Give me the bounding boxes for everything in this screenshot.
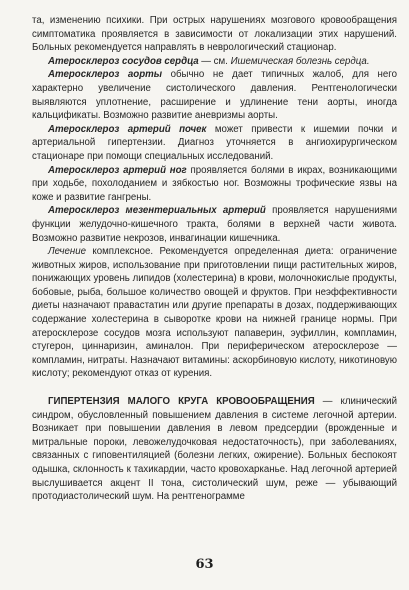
term-leg-arteries: Атеросклероз артерий ног bbox=[48, 164, 187, 176]
see-dash: — см. bbox=[198, 55, 231, 67]
term-aorta: Атеросклероз аорты bbox=[48, 69, 162, 81]
paragraph-renal-arteries bbox=[32, 123, 397, 164]
aorta-text: обычно не дает типичных жалоб, для него характерно увеличение систолического давления. Рентгенологически выявляются уплотнение, расширение и удлинение тени аорты, иногда кальцификаты. Возможно развитие аневризмы аорты. bbox=[32, 69, 397, 122]
page-text bbox=[32, 14, 397, 504]
section-heading: ГИПЕРТЕНЗИЯ МАЛОГО КРУГА КРОВООБРАЩЕНИЯ bbox=[48, 396, 315, 408]
mesenteric-arteries-text: проявляется нарушениями функции желудочно-кишечного тракта, болями в верхней части живота. Возможно развитие некрозов, инвагинации кишечника. bbox=[32, 205, 397, 244]
paragraph-treatment bbox=[32, 245, 397, 381]
paragraph-continuation: та, изменению психики. При острых нарушениях мозгового кровообращения симптоматика проявляется в зависимости от локализации этих нарушений. Больных рекомендуется направлять в неврологический стационар. bbox=[32, 15, 397, 54]
term-renal-arteries: Атеросклероз артерий почек bbox=[48, 123, 207, 135]
section-gap bbox=[32, 381, 397, 395]
leg-arteries-text: проявляется болями в икрах, возникающими при ходьбе, похолоданием и зябкостью ног. Возможны трофические язвы на коже и развитие гангрены. bbox=[32, 164, 397, 203]
paragraph-mesenteric-arteries bbox=[32, 204, 397, 245]
paragraph-heart-vessels bbox=[32, 55, 397, 69]
treatment-text: комплексное. Рекомендуется определенная диета: ограничение животных жиров, использование при приготовлении пищи растительных жиров, понижающих уровень липидов (холестерина) в крови, молочнокислые продукты, бобовые, рыба, большое количество овощей и фруктов. При неэффективности диеты назначают правастатин или другие препараты в дозах, поддерживающих содержание холестерина в сыворотке крови на нижней границе нормы. При атеросклерозе сосудов мозга используют папаверин, эуфиллин, компламин, стугерон, циннаризин, аминалон. При периферическом атеросклерозе — компламин, нитраты. Назначают витамины: аскорбиновую кислоту, никотиновую кислоту; рекомендуют отказ от курения. bbox=[32, 246, 397, 380]
page-number: 63 bbox=[195, 557, 214, 572]
term-heart-vessels: Атеросклероз сосудов сердца bbox=[48, 55, 199, 67]
paragraph-leg-arteries bbox=[32, 164, 397, 205]
renal-arteries-text: может привести к ишемии почки и артериальной гипертензии. Диагноз уточняется в ангиохирургическом стационаре при помощи специальных исследований. bbox=[32, 123, 398, 162]
pulmonary-hypertension-text: — клинический синдром, обусловленный повышением давления в системе легочной артерии. Возникает при повышении давления в левом предсердии (врожденные и митральные пороки, левожелудочковая недостаточность), при заболеваниях, связанных с гиповентиляцией (болезни легких, ожирение). Больных беспокоят одышка, склонность к тахикардии, часто кровохарканье. Над легочной артерией выслушивается акцент II тона, систолический шум, реже — убывающий протодиастолический шум. На рентгенограмме bbox=[32, 396, 397, 503]
cross-reference: Ишемическая болезнь сердца. bbox=[230, 55, 370, 67]
term-mesenteric-arteries: Атеросклероз мезентериальных артерий bbox=[48, 205, 266, 217]
paragraph-aorta bbox=[32, 68, 397, 122]
paragraph-pulmonary-hypertension bbox=[32, 395, 397, 504]
treatment-label: Лечение bbox=[48, 246, 86, 258]
